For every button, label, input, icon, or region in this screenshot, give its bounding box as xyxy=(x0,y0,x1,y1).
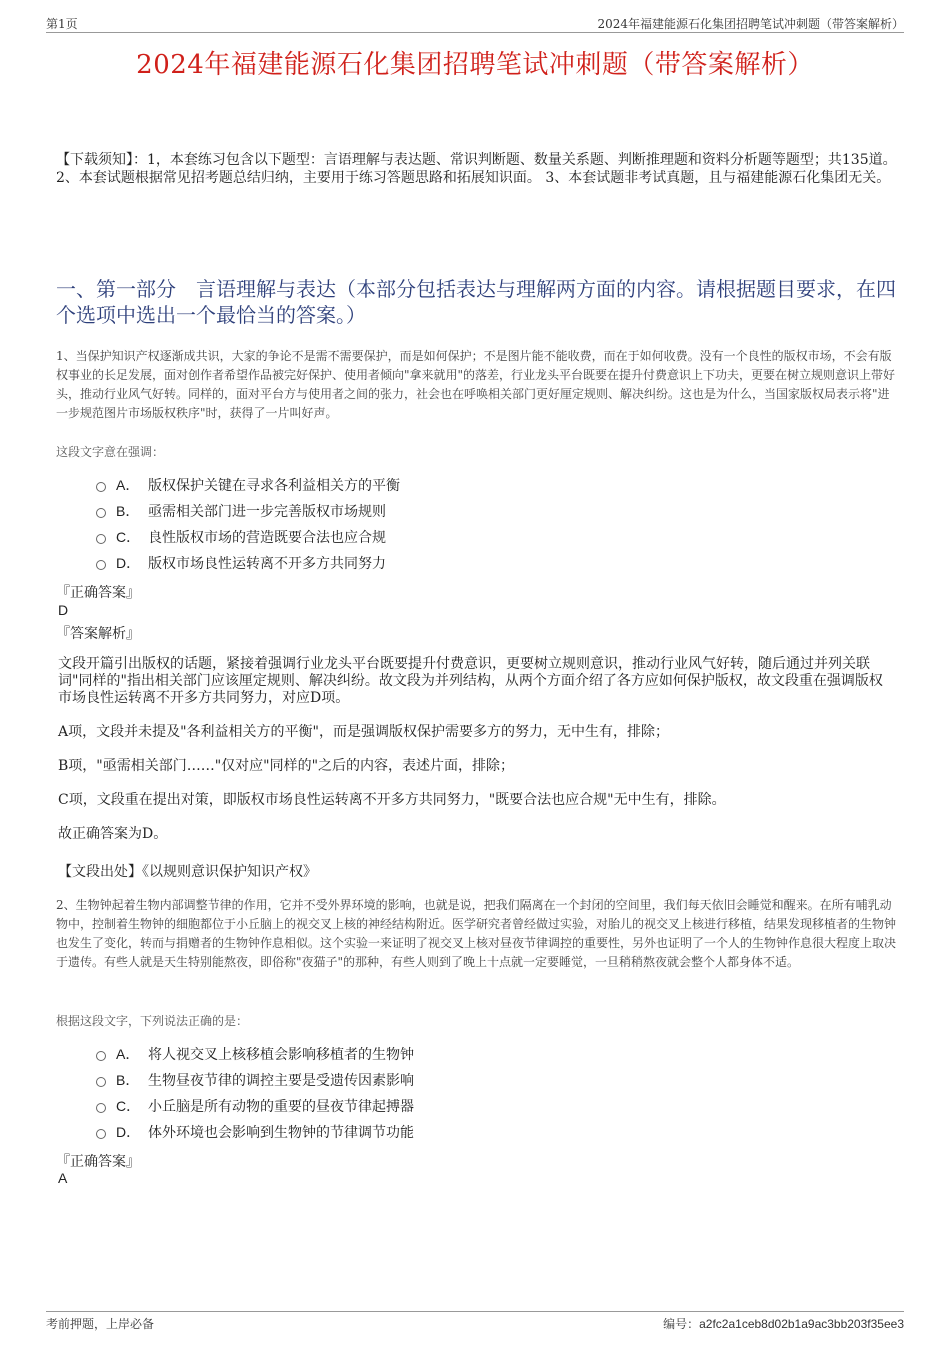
question-2-option-d[interactable] xyxy=(96,1119,414,1145)
option-text: 版权保护关键在寻求各利益相关方的平衡 xyxy=(148,478,400,494)
radio-icon[interactable] xyxy=(96,1077,106,1087)
question-1-options xyxy=(96,472,400,576)
analysis-paragraph: A项，文段并未提及"各利益相关方的平衡"，而是强调版权保护需要多方的努力，无中生有，排除； xyxy=(58,724,669,740)
question-1-source: 【文段出处】《以规则意识保护知识产权》 xyxy=(58,864,317,880)
option-letter: D． xyxy=(116,1124,141,1140)
page-number: 第1页 xyxy=(46,17,78,31)
question-1-option-d[interactable] xyxy=(96,550,400,576)
option-text: 良性版权市场的营造既要合法也应合规 xyxy=(148,530,386,546)
footer-code xyxy=(663,1315,904,1332)
question-1-analysis xyxy=(58,656,888,860)
question-2-answer-label: 『正确答案』 xyxy=(56,1154,140,1170)
question-2-options xyxy=(96,1041,414,1145)
option-letter: C． xyxy=(116,1098,141,1114)
option-text: 小丘脑是所有动物的重要的昼夜节律起搏器 xyxy=(148,1099,414,1115)
question-1-stem: 这段文字意在强调： xyxy=(56,445,165,459)
question-2-option-a[interactable] xyxy=(96,1041,414,1067)
question-1-option-b[interactable] xyxy=(96,498,400,524)
question-2-option-c[interactable] xyxy=(96,1093,414,1119)
radio-icon[interactable] xyxy=(96,534,106,544)
radio-icon[interactable] xyxy=(96,1103,106,1113)
footer-code-label: 编号： xyxy=(663,1317,700,1331)
footer-code-value: a2fc2a1ceb8d02b1a9ac3bb203f35ee3 xyxy=(699,1317,904,1331)
question-1-option-c[interactable] xyxy=(96,524,400,550)
option-letter: B． xyxy=(116,1072,140,1088)
footer-slogan: 考前押题，上岸必备 xyxy=(46,1317,155,1331)
option-letter: D． xyxy=(116,555,141,571)
option-letter: A． xyxy=(116,477,140,493)
download-notice: 【下载须知】：1，本套练习包含以下题型：言语理解与表达题、常识判断题、数量关系题、判断推理题和资料分析题等题型；共135道。 2、本套试题根据常见招考题总结归纳，主要用于练习答题思路和拓展知识面。 3、本套试题非考试真题，且与福建能源石化集团无关。 xyxy=(56,152,897,186)
page-footer xyxy=(46,1311,904,1331)
header-doc-title: 2024年福建能源石化集团招聘笔试冲刺题（带答案解析） xyxy=(597,17,904,31)
section-title: 一、第一部分 言语理解与表达（本部分包括表达与理解两方面的内容。请根据题目要求，在四个选项中选出一个最恰当的答案。） xyxy=(56,277,896,327)
radio-icon[interactable] xyxy=(96,508,106,518)
radio-icon[interactable] xyxy=(96,560,106,570)
option-text: 亟需相关部门进一步完善版权市场规则 xyxy=(148,504,386,520)
question-2-stem: 根据这段文字，下列说法正确的是： xyxy=(56,1014,249,1028)
question-1-option-a[interactable] xyxy=(96,472,400,498)
option-letter: B． xyxy=(116,503,140,519)
radio-icon[interactable] xyxy=(96,482,106,492)
question-1-text: 1、当保护知识产权逐渐成共识，大家的争论不是需不需要保护，而是如何保护；不是图片能不能收费，而在于如何收费。没有一个良性的版权市场，不会有版权事业的长足发展，面对创作者希望作品被完好保护、使用者倾向"拿来就用"的落差，行业龙头平台既要在提升付费意识上下功夫，更要在树立规则意识上带好头，推动行业风气好转。同样的，面对平台方与使用者之间的张力，社会也在呼唤相关部门更好厘定规则、解决纠纷。这也是为什么，当国家版权局表示将"进一步规范图片市场版权秩序"时，获得了一片叫好声。 xyxy=(56,349,896,420)
analysis-paragraph: 故正确答案为D。 xyxy=(58,826,168,842)
option-letter: A． xyxy=(116,1046,140,1062)
question-1-answer: D xyxy=(58,602,69,618)
analysis-paragraph: B项，"亟需相关部门……"仅对应"同样的"之后的内容，表述片面，排除； xyxy=(58,758,515,774)
question-2-option-b[interactable] xyxy=(96,1067,414,1093)
question-2-text: 2、生物钟起着生物内部调整节律的作用，它并不受外界环境的影响，也就是说，把我们隔离在一个封闭的空间里，我们每天依旧会睡觉和醒来。在所有哺乳动物中，控制着生物钟的细胞都位于小丘脑上的视交叉上核的神经结构附近。医学研究者曾经做过实验，对胎儿的视交叉上核进行移植，结果发现移植者的生物钟也发生了变化，转而与捐赠者的生物钟作息相似。这个实验一来证明了视交叉上核对昼夜节律调控的重要性，另外也证明了一个人的生物钟作息很大程度上取决于遗传。有些人就是天生特别能熬夜，即俗称"夜猫子"的那种，有些人则到了晚上十点就一定要睡觉，一旦稍稍熬夜就会整个人都身体不适。 xyxy=(56,898,897,969)
option-text: 版权市场良性运转离不开多方共同努力 xyxy=(148,556,386,572)
question-2-answer: A xyxy=(58,1170,68,1186)
option-text: 将人视交叉上核移植会影响移植者的生物钟 xyxy=(148,1047,414,1063)
radio-icon[interactable] xyxy=(96,1051,106,1061)
page-title: 2024年福建能源石化集团招聘笔试冲刺题（带答案解析） xyxy=(136,50,814,80)
page-header xyxy=(46,12,904,33)
analysis-paragraph: 文段开篇引出版权的话题，紧接着强调行业龙头平台既要提升付费意识，更要树立规则意识，推动行业风气好转，随后通过并列关联词"同样的"指出相关部门应该厘定规则、解决纠纷。故文段为并列结构，从两个方面介绍了各方应如何保护版权，故文段重在强调版权市场良性运转离不开多方共同努力，对应D项。 xyxy=(58,656,883,706)
option-text: 体外环境也会影响到生物钟的节律调节功能 xyxy=(148,1125,414,1141)
question-1-answer-label: 『正确答案』 xyxy=(56,585,140,601)
analysis-paragraph: C项，文段重在提出对策，即版权市场良性运转离不开多方共同努力，"既要合法也应合规"无中生有，排除。 xyxy=(58,792,726,808)
option-letter: C． xyxy=(116,529,141,545)
option-text: 生物昼夜节律的调控主要是受遗传因素影响 xyxy=(148,1073,414,1089)
question-1-analysis-label: 『答案解析』 xyxy=(56,626,140,642)
radio-icon[interactable] xyxy=(96,1129,106,1139)
